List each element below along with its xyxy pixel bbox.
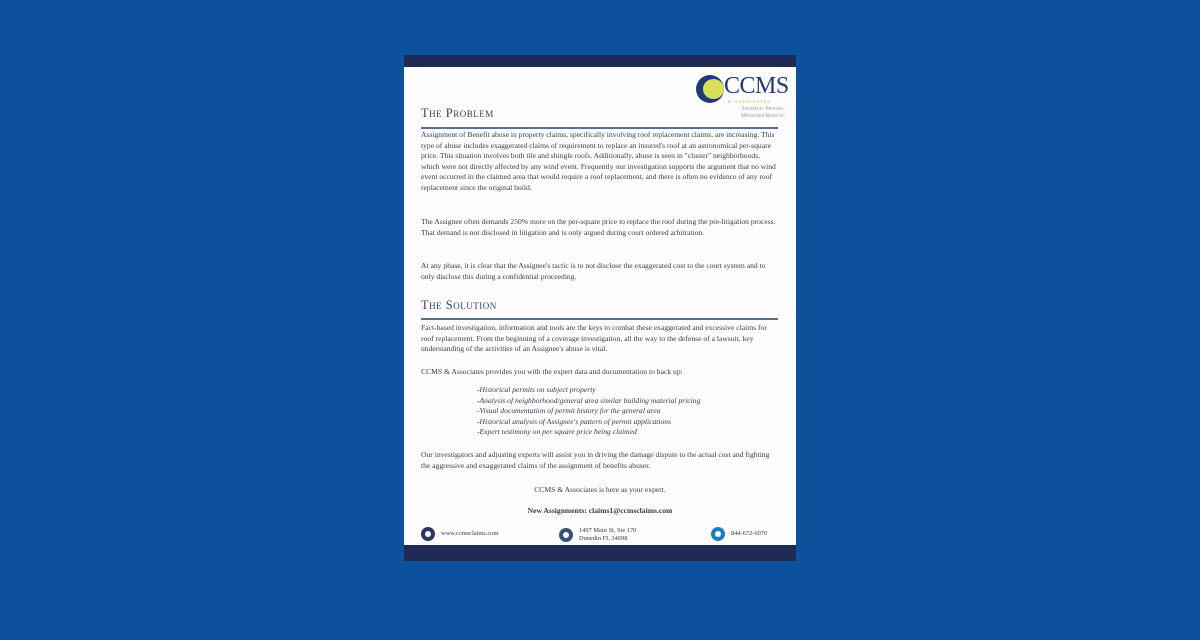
website-link[interactable]: www.ccmsclaims.com bbox=[441, 530, 499, 537]
phone-number: 844-672-6070 bbox=[731, 530, 768, 537]
list-item: -Historical analysis of Assignee's pattern of permit applications bbox=[477, 416, 672, 426]
logo-tagline bbox=[725, 106, 785, 120]
expert-line: CCMS & Associates is here as your expert. bbox=[534, 485, 666, 494]
logo-mark-icon bbox=[696, 75, 724, 103]
globe-icon bbox=[421, 527, 435, 541]
assignments-line: New Assignments: claims1@ccmsclaims.com bbox=[527, 506, 673, 515]
address-line-1: 1497 Main St, Ste 170 bbox=[579, 527, 637, 534]
list-item: -Historical permits on subject property bbox=[477, 385, 596, 394]
footer-phone bbox=[711, 527, 767, 541]
logo-name: CCMS bbox=[724, 73, 789, 99]
tagline-2: Measured Results. bbox=[740, 113, 785, 119]
address-line-2: Dunedin FL 34698 bbox=[579, 535, 628, 542]
bottom-bar bbox=[404, 545, 796, 561]
phone-icon bbox=[711, 527, 725, 541]
solution-paragraph: CCMS & Associates provides you with the expert data and documentation to back up: bbox=[421, 367, 683, 376]
services-list bbox=[477, 385, 700, 438]
problem-paragraph: At any phase, it is clear that the Assignee's tactic is to not disclose the exaggerated cost to the court system and to only disclose this during a confidential proceeding. bbox=[421, 261, 766, 281]
list-item: -Analysis of neighborhood/general area similar building material pricing bbox=[477, 395, 701, 405]
solution-heading: The Solution bbox=[421, 298, 497, 312]
closing-paragraph: Our investigators and adjusting experts will assist you in driving the damage dispute to the actual cost and fighting the aggressive and exaggerated claims of the assignment of benefits abuser. bbox=[421, 450, 770, 470]
list-item: -Visual documentation of permit history for the general area bbox=[477, 406, 661, 416]
tagline-1: Strategic Process. bbox=[741, 106, 785, 112]
footer-website bbox=[421, 527, 498, 541]
flyer-page bbox=[404, 55, 796, 561]
footer-address bbox=[559, 527, 636, 543]
address bbox=[579, 527, 636, 543]
problem-paragraph: Assignment of Benefit abuse in property claims, specifically involving roof replacement claims, are increasing. This type of abuse includes exaggerated claims of requirement to replace an insured's roof at an astronomical per-square price. This situation involves both tile and shingle roofs. Additionally, abuse is seen in "cluster" neighborhoods, which were not directly affected by any wind event. Frequently our investigation supports the argument that no wind event occurred in the claimed area that would require a roof replacement, and there is often no evidence of any roof replacement since the original build. bbox=[421, 130, 776, 192]
solution-paragraph: Fact-based investigation, information and tools are the keys to combat these exaggerated and excessive claims for roof replacement. From the beginning of a coverage investigation, all the way to the defense of a lawsuit, key understanding of the activities of an Assignee's abuse is vital. bbox=[421, 323, 767, 354]
solution-rule bbox=[421, 318, 778, 320]
list-item: -Expert testimony on per square price being claimed bbox=[477, 427, 637, 437]
problem-paragraph: The Assignee often demands 250% more on the per-square price to replace the roof during the pre-litigation process. That demand is not disclosed in litigation and is only argued during court ordered arbitration. bbox=[421, 217, 776, 237]
location-pin-icon bbox=[559, 528, 573, 542]
top-bar bbox=[404, 55, 796, 67]
ccms-logo bbox=[696, 73, 789, 123]
logo-sub: & ASSOCIATES bbox=[728, 99, 772, 104]
problem-rule bbox=[421, 127, 778, 129]
problem-heading: The Problem bbox=[421, 106, 494, 120]
